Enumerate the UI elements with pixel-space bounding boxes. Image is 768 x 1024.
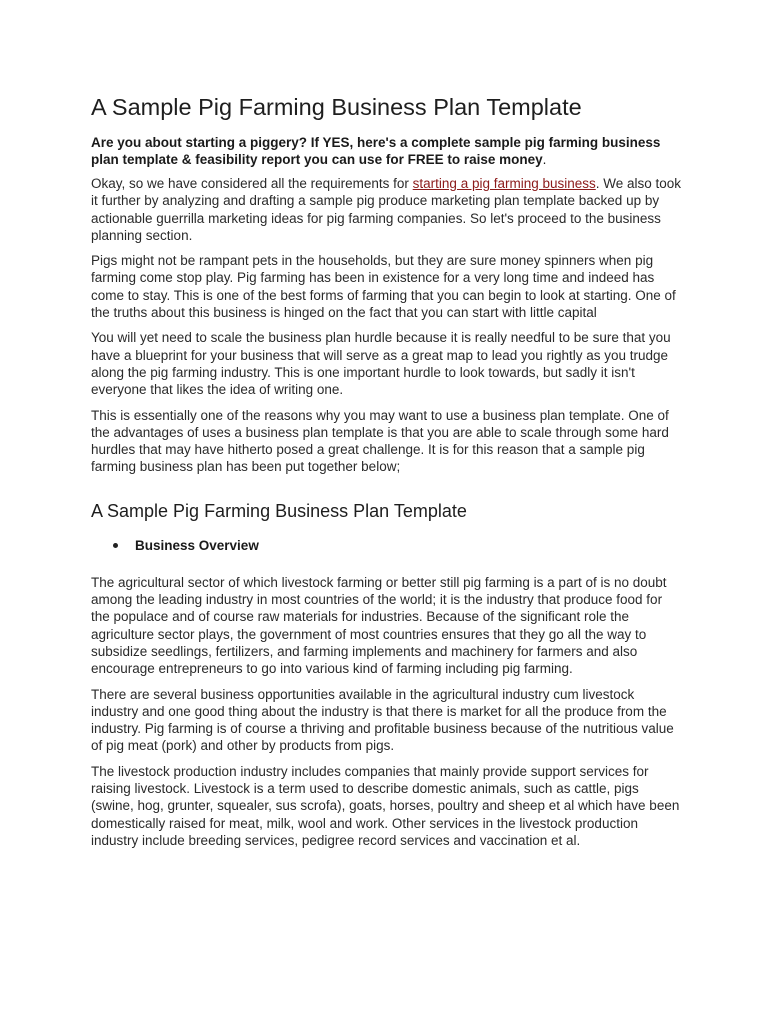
- paragraph-livestock-production: The livestock production industry includes companies that mainly provide support services for raising livestock. Livestock is a term used to describe domestic animals, such as cattle, pigs (swine, hog, grunter, squealer, sus scrofa), goats, horses, poultry and sheep et al which have been domestically raised for meat, milk, wool and work. Other services in the livestock production industry include breeding services, pedigree record services and vaccination et al.: [91, 763, 680, 848]
- paragraph-requirements-start: Okay, so we have considered all the requirements for: [91, 176, 413, 191]
- bullet-item-label: Business Overview: [135, 537, 259, 553]
- intro-end: .: [542, 152, 547, 167]
- intro-paragraph: [91, 134, 683, 168]
- paragraph-requirements: [91, 175, 683, 244]
- paragraph-requirements-end: . We also took it further by analyzing and drafting a sample pig produce marketing plan template backed up by actionable guerrilla marketing ideas for pig farming companies. So let's proceed to the business planning section.: [91, 176, 682, 243]
- paragraph-agricultural-sector: The agricultural sector of which livestock farming or better still pig farming is a part of is no doubt among the leading industry in most countries of the world; it is the industry that produce food for the populace and of course raw materials for industries. Because of the significant role the agriculture sector plays, the government of most countries ensures that they go all the way to subsidize seedlings, fertilizers, and farming implements and machinery for farmers and also encourage entrepreneurs to go into various kind of farming including pig farming.: [91, 574, 667, 677]
- pig-farming-business-link[interactable]: starting a pig farming business: [412, 176, 596, 191]
- section-title: A Sample Pig Farming Business Plan Template: [91, 500, 467, 521]
- section-bullet-list: [91, 537, 683, 554]
- bullet-item-business-overview: [113, 537, 683, 554]
- paragraph-template-reasons: This is essentially one of the reasons why you may want to use a business plan template. One of the advantages of uses a business plan template is that you are able to scale through some hard hurdles that may have hitherto posed a great challenge. It is for this reason that a sample pig farming business plan has been put together below;: [91, 407, 669, 475]
- document-title: A Sample Pig Farming Business Plan Template: [91, 94, 582, 120]
- bullet-dot-icon: [113, 543, 118, 548]
- paragraph-business-opportunities: There are several business opportunities available in the agricultural industry cum livestock industry and one good thing about the industry is that there is market for all the produce from the industry. Pig farming is of course a thriving and profitable business because of the nutritious value of pig meat (pork) and other by products from pigs.: [91, 686, 674, 754]
- paragraph-pigs-money-spinners: Pigs might not be rampant pets in the households, but they are sure money spinners when pig farming come stop play. Pig farming has been in existence for a very long time and indeed has come to stay. This is one of the best forms of farming that you can begin to look at starting. One of the truths about this business is hinged on the fact that you can start with little capital: [91, 253, 676, 321]
- paragraph-business-plan-hurdle: You will yet need to scale the business plan hurdle because it is really needful to be sure that you have a blueprint for your business that will serve as a great map to lead you rightly as you trudge along the pig farming industry. This is one important hurdle to look towards, but sadly it isn't everyone that likes the idea of writing one.: [91, 330, 671, 398]
- intro-text: Are you about starting a piggery? If YES, here's a complete sample pig farming business plan template & feasibility report you can use for FREE to raise money: [91, 135, 661, 167]
- document-content: [91, 92, 683, 857]
